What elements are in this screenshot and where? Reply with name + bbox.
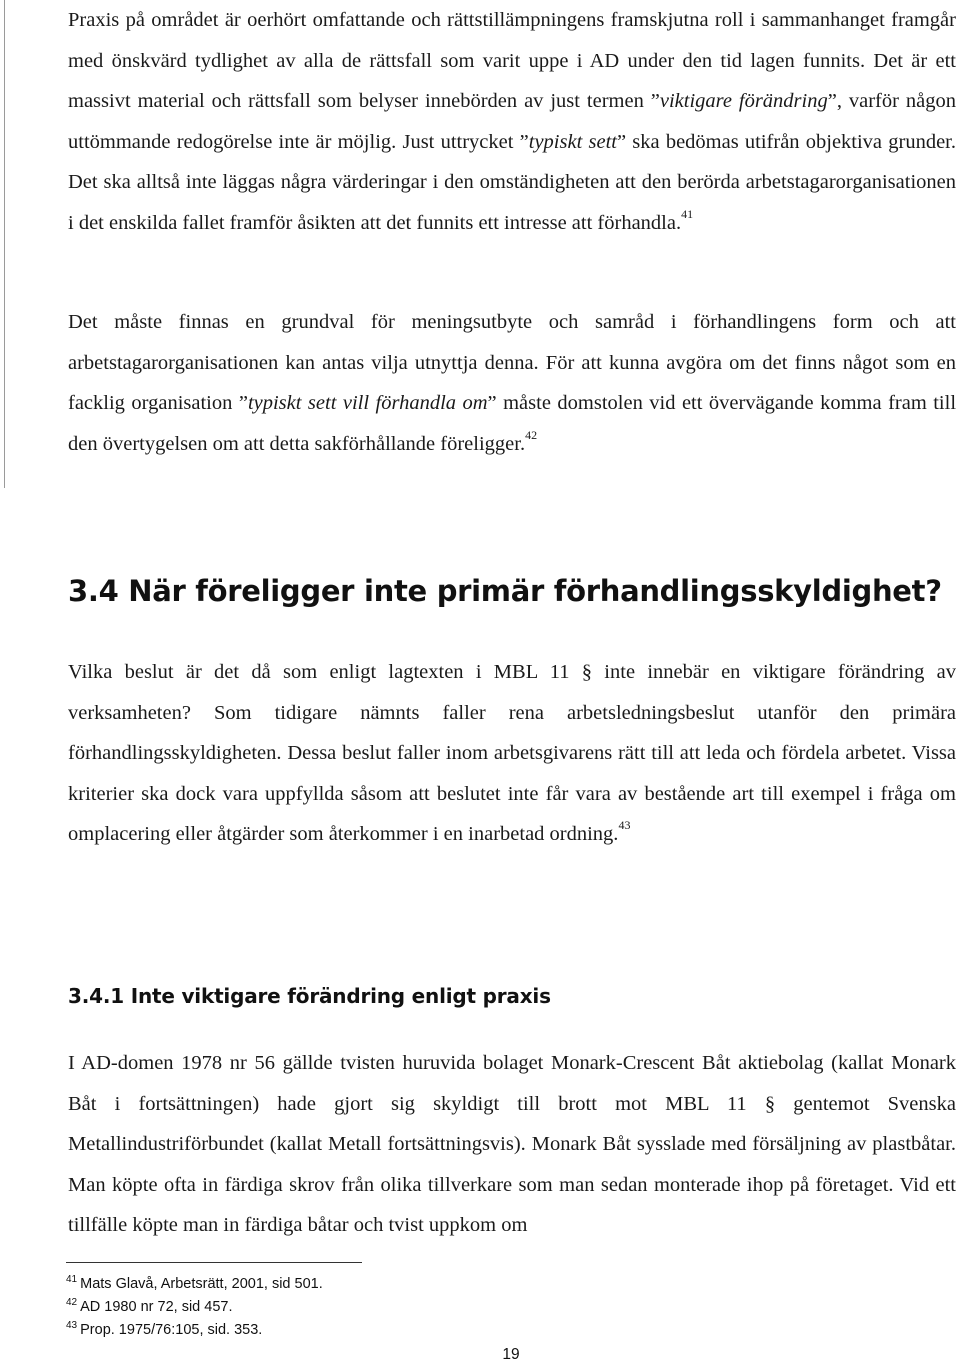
paragraph-ad-domen — [68, 1043, 956, 1246]
page-number: 19 — [502, 1346, 520, 1363]
footnote-separator — [66, 1262, 362, 1263]
margin-line — [4, 0, 5, 488]
footnote-ref-43[interactable]: 43 — [618, 818, 631, 833]
footnote-43 — [66, 1322, 262, 1338]
footnote-number: 42 — [66, 1297, 78, 1308]
paragraph-vilka-beslut — [68, 652, 956, 857]
footnote-number: 43 — [66, 1320, 78, 1331]
footnote-ref-42[interactable]: 42 — [525, 427, 538, 442]
text-run: Det måste finnas en grundval för meningsutbyte och samråd i förhandlingens form och att arbetstagarorganisationen kan antas vilja utnyttja denna. För att kunna avgöra om det finns något som en facklig organisation ” — [68, 311, 956, 415]
emphasis-viktigare-forandring: viktigare förändring — [659, 90, 828, 113]
footnote-text: Mats Glavå, Arbetsrätt, 2001, sid 501. — [80, 1276, 323, 1292]
footnote-41 — [66, 1276, 323, 1292]
paragraph-grundval — [68, 302, 956, 466]
footnote-42 — [66, 1299, 232, 1315]
text-run: ” ska bedömas utifrån objektiva grunder. Det ska alltså inte läggas några värderingar i den omständigheten att den berörda arbetstagarorganisationen i det enskilda fallet framför åsikten att det funnits ett intresse att förhandla. — [68, 130, 956, 234]
footnote-text: AD 1980 nr 72, sid 457. — [80, 1299, 233, 1315]
paragraph-praxis — [68, 0, 956, 246]
text-run: ”, varför någon uttömmande redogörelse inte är möjlig. Just uttrycket ” — [68, 90, 956, 153]
emphasis-typiskt-sett-vill-forhandla: typiskt sett vill förhandla om — [247, 392, 488, 415]
text-run: ” måste domstolen vid ett övervägande komma fram till den övertygelsen om att detta sakförhållande föreligger. — [68, 392, 957, 455]
emphasis-typiskt-sett: typiskt sett — [528, 130, 617, 153]
footnote-text: Prop. 1975/76:105, sid. 353. — [80, 1322, 263, 1338]
footnote-number: 41 — [66, 1274, 78, 1285]
text-run: Praxis på området är oerhört omfattande och rättstillämpningens framskjutna roll i sammanhanget framgår med önskvärd tydlighet av alla de rättsfall som varit uppe i AD under den tid lagen funnits. Det är ett massivt material och rättsfall som belyser innebörden av just termen ” — [68, 9, 956, 113]
text-run: I AD-domen 1978 nr 56 gällde tvisten huruvida bolaget Monark-Crescent Båt aktiebolag (kallat Monark Båt i fortsättningen) hade gjort sig skyldigt till brott mot MBL 11 § gentemot Svenska Metallindustriförbundet (kallat Metall fortsättningsvis). Monark Båt sysslade med försäljning av plastbåtar. Man köpte ofta in färdiga skrov från olika tillverkare som man sedan monterade ihop på företaget. Vid ett tillfälle köpte man in färdiga båtar och tvist uppkom om — [68, 1052, 956, 1237]
section-heading-3-4-1: 3.4.1 Inte viktigare förändring enligt praxis — [68, 984, 551, 1008]
section-heading-3-4: 3.4 När föreligger inte primär förhandlingsskyldighet? — [68, 574, 942, 608]
footnote-ref-41[interactable]: 41 — [681, 206, 694, 221]
text-run: Vilka beslut är det då som enligt lagtexten i MBL 11 § inte innebär en viktigare förändring av verksamheten? Som tidigare nämnts faller rena arbetsledningsbeslut utanför den primära förhandlingsskyldigheten. Dessa beslut faller inom arbetsgivarens rätt till att leda och fördela arbetet. Vissa kriterier ska dock vara uppfyllda såsom att beslutet inte får vara av bestående art till exempel i fråga om omplacering eller åtgärder som återkommer i en inarbetad ordning. — [68, 661, 956, 846]
